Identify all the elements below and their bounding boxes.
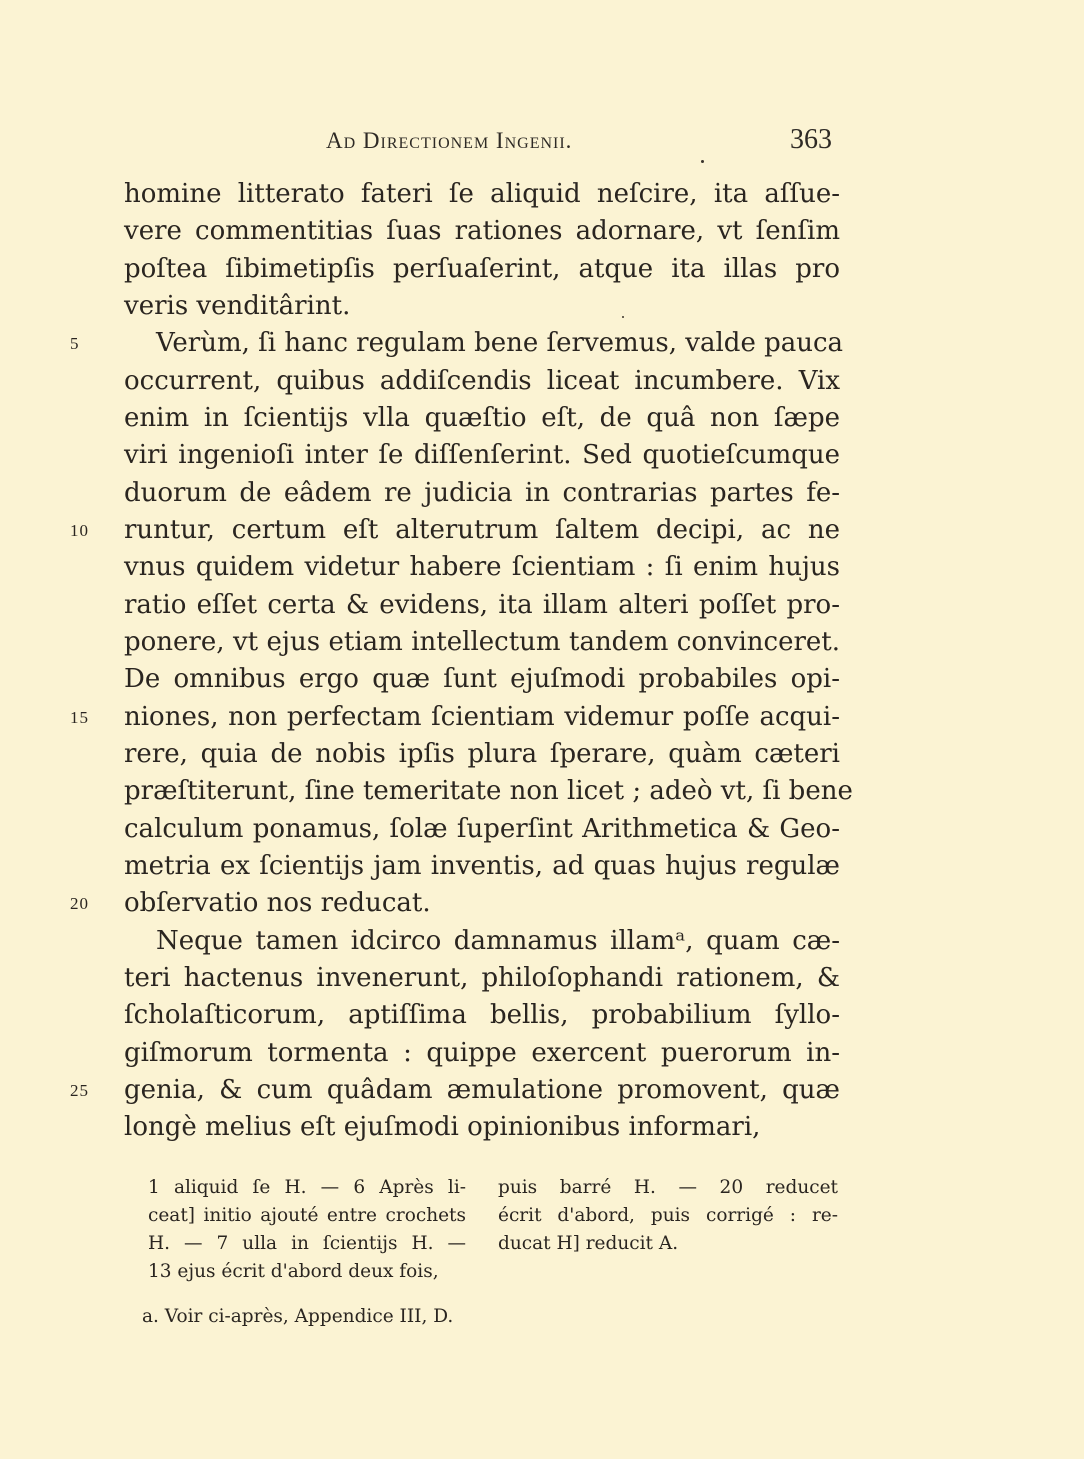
- text-line: [70, 699, 840, 736]
- text-line: [70, 512, 840, 549]
- text-line: [70, 885, 840, 922]
- text-line: [124, 736, 840, 773]
- text-line: [124, 176, 840, 213]
- line-number: 25: [70, 1080, 89, 1100]
- line-text: ponere, vt ejus etiam intellectum tandem convinceret.: [124, 626, 840, 657]
- text-line: [124, 213, 840, 250]
- text-line: [124, 1109, 840, 1146]
- line-text: teri hactenus invenerunt, philoſophandi rationem, &: [124, 962, 840, 993]
- text-line: [70, 1072, 840, 1109]
- apparatus-line: ducat H] reducit A.: [498, 1233, 679, 1254]
- line-text: genia, & cum quâdam æmulatione promovent, quæ: [124, 1074, 840, 1105]
- line-text: viri ingenioſi inter ſe diſſenſerint. Sed quotieſcumque: [124, 440, 840, 471]
- line-text: occurrent, quibus addiſcendis liceat incumbere. Vix: [124, 365, 840, 396]
- line-text: vere commentitias ſuas rationes adornare, vt ſenſim: [124, 216, 840, 247]
- page-number: 363: [790, 124, 832, 155]
- apparatus-left-column: [148, 1174, 466, 1286]
- line-text: metria ex ſcientijs jam inventis, ad quas hujus regulæ: [124, 850, 840, 881]
- text-line: [124, 587, 840, 624]
- line-text: giſmorum tormenta : quippe exercent puerorum in-: [124, 1037, 840, 1068]
- text-line: [124, 997, 840, 1034]
- line-text: niones, non perfectam ſcientiam videmur poſſe acqui-: [124, 701, 840, 732]
- line-text: runtur, certum eſt alterutrum ſaltem decipi, ac ne: [124, 514, 840, 545]
- line-text: Verùm, ſi hanc regulam bene ſervemus, valde pauca: [156, 328, 844, 359]
- line-number: 20: [70, 894, 89, 914]
- body-text: [70, 176, 853, 1147]
- line-number: 15: [70, 707, 89, 727]
- line-text: ratio eſſet certa & evidens, ita illam alteri poſſet pro-: [124, 589, 840, 620]
- text-line: [124, 624, 840, 661]
- text-line: [124, 1035, 840, 1072]
- apparatus-line: 13 ejus écrit d'abord deux fois,: [148, 1261, 439, 1282]
- text-line: [124, 960, 840, 997]
- line-text: homine litterato fateri ſe aliquid neſcire, ita aſſue-: [124, 179, 840, 209]
- line-text: longè melius eſt ejuſmodi opinionibus informari,: [124, 1112, 761, 1143]
- line-number: 5: [70, 334, 80, 354]
- line-text: rere, quia de nobis ipſis plura ſperare, quàm cæteri: [124, 738, 840, 769]
- line-text: vnus quidem videtur habere ſcientiam : ſi enim hujus: [124, 552, 840, 583]
- text-line: [124, 251, 840, 288]
- text-line: [124, 811, 840, 848]
- text-line: [124, 288, 840, 325]
- text-line: [124, 773, 853, 810]
- line-text: præſtiterunt, ſine temeritate non licet ; adeò vt, ſi bene: [124, 776, 853, 807]
- apparatus-line: H. — 7 ulla in ſcientijs H. —: [148, 1233, 466, 1254]
- text-line: [70, 325, 844, 362]
- line-text: calculum ponamus, ſolæ ſuperſint Arithmetica & Geo-: [124, 813, 840, 844]
- text-line: [124, 661, 840, 698]
- line-text: poſtea ſibimetipſis perſuaſerint, atque ita illas pro: [124, 253, 840, 284]
- apparatus-line: ceat] initio ajouté entre crochets: [148, 1205, 466, 1226]
- apparatus-line: écrit d'abord, puis corrigé : re-: [498, 1205, 838, 1226]
- line-text: veris venditârint.: [124, 290, 351, 321]
- running-head: Ad Directionem Ingenii.: [326, 128, 573, 153]
- footnote: a. Voir ci-après, Appendice III, D.: [142, 1306, 454, 1327]
- line-text: enim in ſcientijs vlla quæſtio eſt, de quâ non ſæpe: [124, 402, 840, 433]
- apparatus-right-column: [498, 1174, 838, 1258]
- text-line: [124, 549, 840, 586]
- line-number: 10: [70, 520, 89, 540]
- apparatus-line: puis barré H. — 20 reducet: [498, 1177, 838, 1198]
- text-line: [124, 437, 840, 474]
- text-line: [124, 923, 840, 960]
- text-line: [124, 363, 840, 400]
- text-line: [124, 475, 840, 512]
- line-text: De omnibus ergo quæ ſunt ejuſmodi probabiles opi-: [124, 664, 840, 695]
- line-text: Neque tamen idcirco damnamus illamᵃ, quam cæ-: [156, 925, 840, 956]
- line-text: ſcholaſticorum, aptiſſima bellis, probabilium ſyllo-: [124, 1000, 840, 1031]
- text-line: [124, 848, 840, 885]
- paper-speck: [701, 160, 704, 163]
- line-text: duorum de eâdem re judicia in contrarias partes fe-: [124, 477, 840, 508]
- line-text: obſervatio nos reducat.: [124, 888, 431, 919]
- text-line: [124, 400, 840, 437]
- apparatus-line: 1 aliquid ſe H. — 6 Après li-: [148, 1177, 466, 1198]
